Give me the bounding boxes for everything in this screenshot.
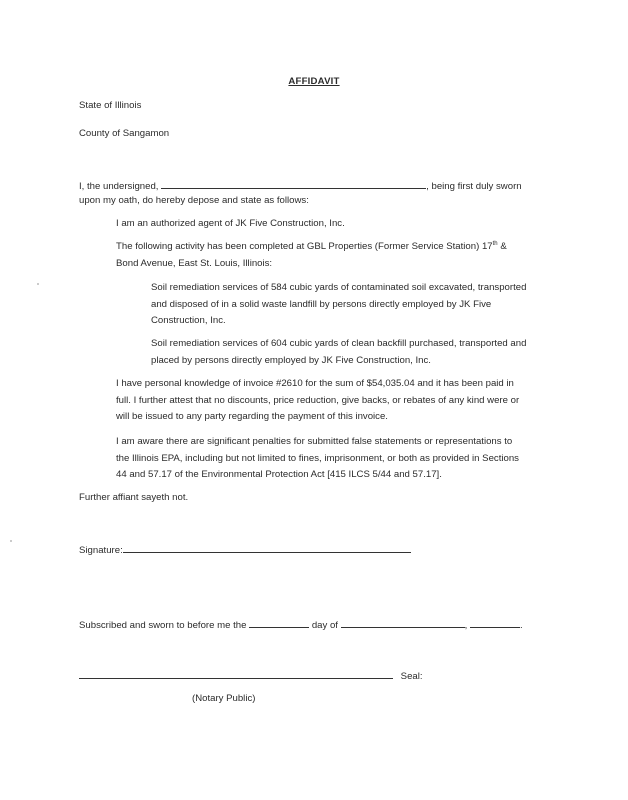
intro-after-blank: , being first duly sworn [426,181,522,192]
signature-label: Signature: [79,545,123,556]
invoice-line-3: will be issued to any party regarding the payment of this invoice. [116,411,388,422]
intro-line [79,178,522,192]
affiant-name-blank[interactable] [161,178,426,189]
closing-statement: Further affiant sayeth not. [79,492,189,503]
year-blank[interactable] [470,617,520,628]
document-title: AFFIDAVIT [288,76,340,87]
state-line: State of Illinois [79,100,142,111]
notary-signature-blank[interactable] [79,668,393,679]
service-2-line-1: Soil remediation services of 604 cubic yards of clean backfill purchased, transported and [151,338,527,349]
penalty-line-1: I am aware there are significant penalties for submitted false statements or representations to [116,436,513,447]
penalty-line-2: the Illinois EPA, including but not limited to fines, imprisonment, or both as provided in Sections [116,453,519,464]
notary-public-label: (Notary Public) [192,693,256,704]
activity-superscript: th [492,240,498,247]
service-1-line-3: Construction, Inc. [151,315,226,326]
activity-line-1-text: The following activity has been completed at GBL Properties (Former Service Station) 17 [116,241,493,252]
subscribed-row [79,617,523,631]
intro-line-2: upon my oath, do hereby depose and state as follows: [79,195,309,206]
notary-row [79,668,423,682]
service-2-line-2: placed by persons directly employed by JK Five Construction, Inc. [151,355,431,366]
subscribed-text: Subscribed and sworn to before me the [79,620,247,631]
scan-speck [37,283,39,285]
month-blank[interactable] [341,617,465,628]
intro-before-blank: I, the undersigned, [79,181,159,192]
service-1-line-2: and disposed of in a solid waste landfill by persons directly employed by JK Five [151,299,492,310]
activity-line-2: Bond Avenue, East St. Louis, Illinois: [116,258,273,269]
day-of-text: day of [311,620,338,631]
activity-line-1-end: & [497,241,507,252]
invoice-line-2: full. I further attest that no discounts, price reduction, give backs, or rebates of any kind were or [116,395,520,406]
day-blank[interactable] [249,617,309,628]
service-1-line-1: Soil remediation services of 584 cubic yards of contaminated soil excavated, transported [151,282,527,293]
scan-speck [10,540,12,542]
seal-label: Seal: [400,671,423,682]
activity-line-1 [116,241,507,252]
agent-statement: I am an authorized agent of JK Five Construction, Inc. [116,218,345,229]
penalty-line-3: 44 and 57.17 of the Environmental Protection Act [415 ILCS 5/44 and 57.17]. [116,469,442,480]
period-text: . [519,620,523,631]
county-line: County of Sangamon [79,128,170,139]
invoice-line-1: I have personal knowledge of invoice #2610 for the sum of $54,035.04 and it has been paid in [116,378,514,389]
comma-text: , [464,620,468,631]
signature-blank[interactable] [123,542,411,553]
signature-row [79,542,411,556]
